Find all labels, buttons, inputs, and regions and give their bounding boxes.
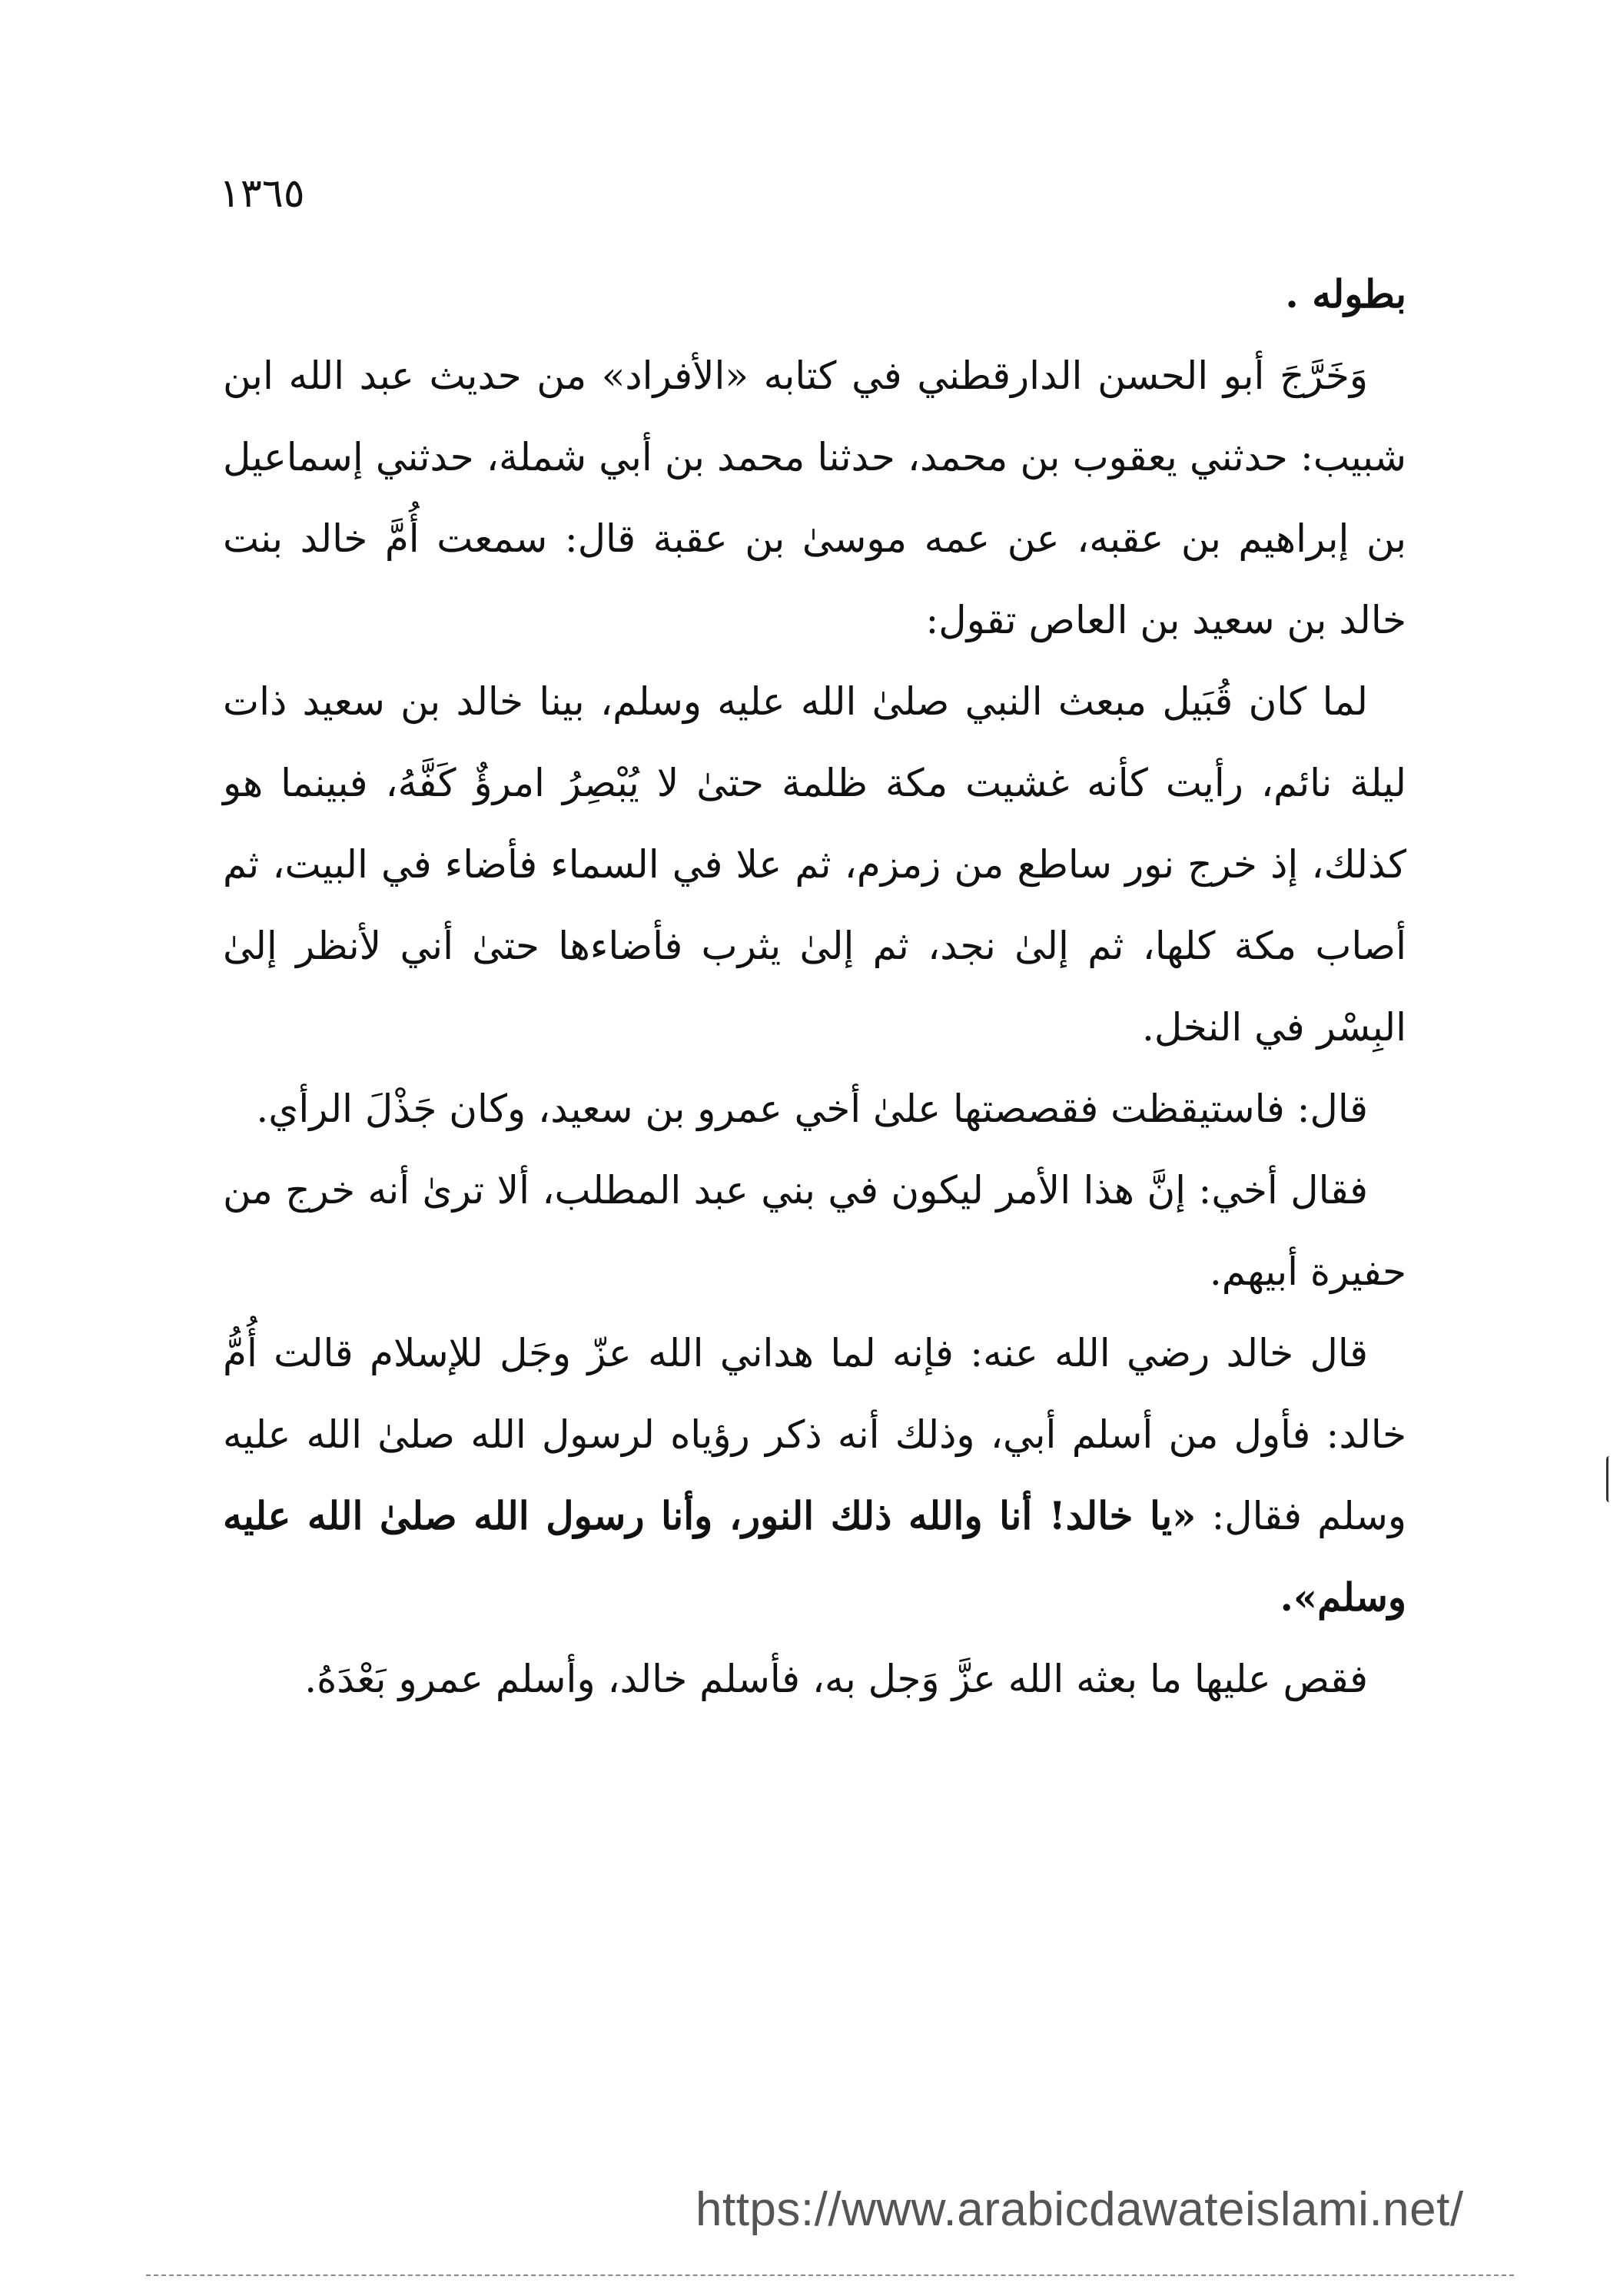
paragraph-1: وَخَرَّجَ أبو الحسن الدارقطني في كتابه «الأفراد» من حديث عبد الله ابن شبيب: حدثني يعقوب بن محمد، حدثنا محمد بن أبي شملة، حدثني إسماعيل بن إبراهيم بن عقبه، عن عمه موسىٰ بن عقبة قال: سمعت أُمَّ خالد بنت خالد بن سعيد بن العاص تقول: — [223, 353, 1406, 642]
margin-bracket-mark — [1606, 1456, 1615, 1502]
final-paragraph: فقص عليها ما بعثه الله عزَّ وَجل به، فأسلم خالد، وأسلم عمرو بَعْدَهُ. — [304, 1657, 1368, 1701]
paragraph-3: قال: فاستيقظت فقصصتها علىٰ أخي عمرو بن سعيد، وكان جَذْلَ الرأي. — [256, 1087, 1368, 1131]
page-number: ١٣٦٥ — [219, 171, 305, 217]
bottom-rule — [146, 2274, 1514, 2276]
paragraph-5 — [223, 1312, 1406, 1638]
prophet-quote: «يا خالد! أنا والله ذلك النور، وأنا رسول الله صلىٰ الله عليه وسلم». — [223, 1493, 1406, 1620]
paragraph-2: لما كان قُبَيل مبعث النبي صلىٰ الله عليه وسلم، بينا خالد بن سعيد ذات ليلة نائم، رأيت كأنه غشيت مكة ظلمة حتىٰ لا يُبْصِرُ امرؤٌ كَفَّهُ، فبينما هو كذلك، إذ خرج نور ساطع من زمزم، ثم علا في السماء فأضاء في البيت، ثم أصاب مكة كلها، ثم إلىٰ نجد، ثم إلىٰ يثرب فأضاءها حتىٰ أني لأنظر إلىٰ البِسْر في النخل. — [223, 679, 1406, 1050]
body-text — [223, 254, 1406, 1720]
paragraph-5-text: قال خالد رضي الله عنه: فإنه لما هداني الله عزّ وجَل للإسلام قالت أُمُّ خالد: فأول من أسلم أبي، وذلك أنه ذكر رؤياه لرسول الله صلىٰ الله عليه وسلم فقال: — [223, 1331, 1406, 1538]
watermark-url[interactable]: https://www.arabicdawateislami.net/ — [695, 2183, 1464, 2236]
paragraph-4: فقال أخي: إنَّ هذا الأمر ليكون في بني عبد المطلب، ألا ترىٰ أنه خرج من حفيرة أبيهم. — [223, 1168, 1406, 1294]
heading-line: بطوله . — [1285, 271, 1406, 317]
